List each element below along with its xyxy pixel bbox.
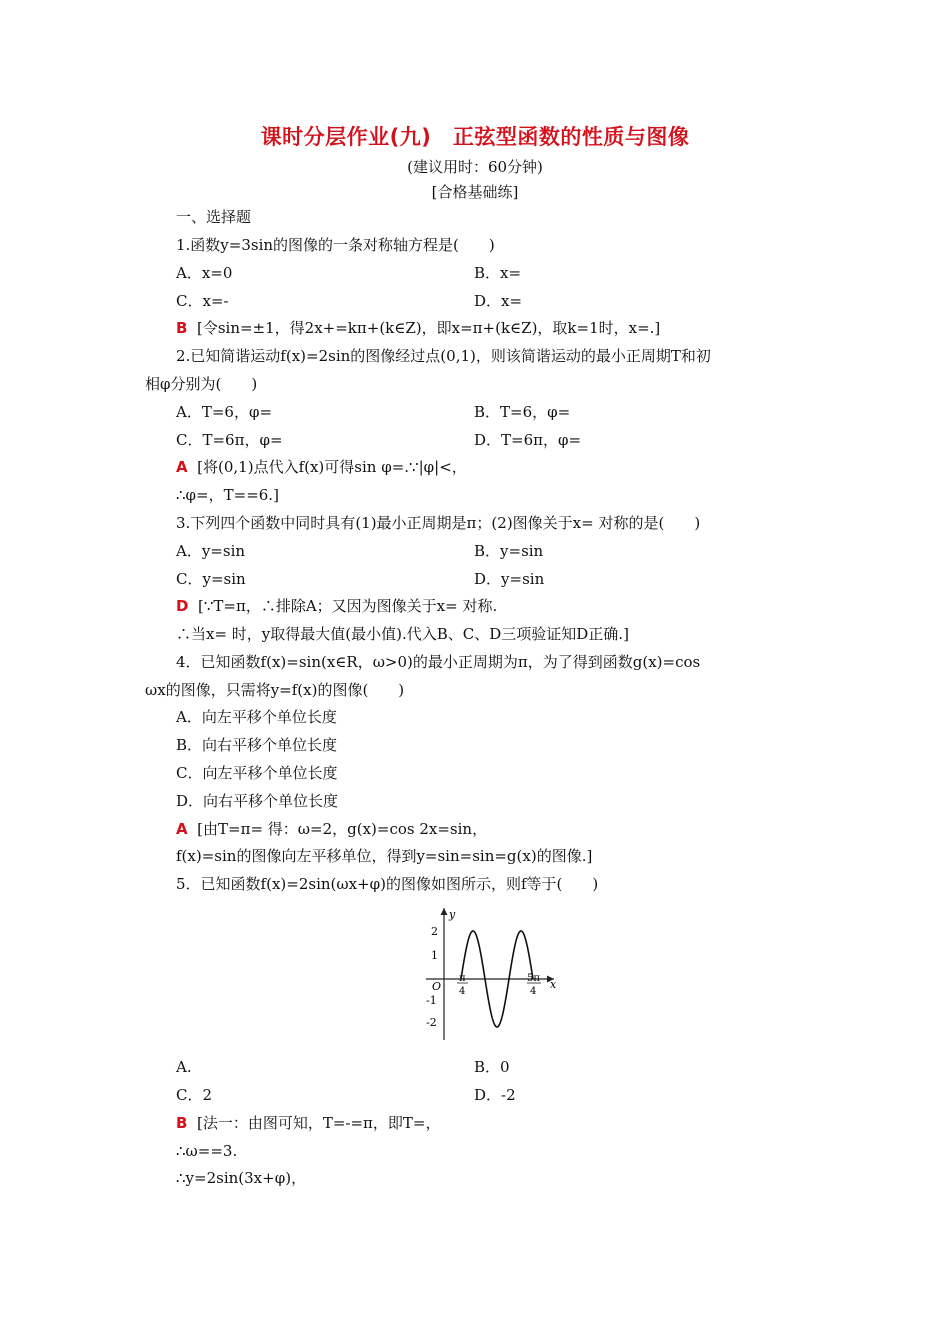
y-tick-2: 2 [431,925,438,938]
x-tick1-den: 4 [459,986,466,997]
x-tick2-den: 4 [530,986,537,997]
q2-stem-line2: 相φ分别为( ) [145,375,258,393]
q3-option-b: B．y=sin [474,542,544,560]
q1-solution: [令sin=±1，得2x+=kπ+(k∈Z)，即x=π+(k∈Z)，取k=1时，x=.] [196,319,661,337]
q1-stem: 1.函数y=3sin的图像的一条对称轴方程是( ) [176,236,495,254]
q5-option-d: D．-2 [474,1086,516,1104]
q4-stem-line2: ωx的图像，只需将y=f(x)的图像( ) [145,681,405,699]
x-tick1-num: π [459,973,466,984]
x-tick2-num: 5π [527,973,540,984]
y-tick-minus-2: -2 [426,1016,437,1029]
q1-answer: B [176,319,188,337]
q4-solution-line [176,819,487,839]
q5-solution-1: [法一：由图可知，T=-=π，即T=， [196,1114,441,1132]
q2-solution-1: [将(0,1)点代入f(x)可得sin φ=.∵|φ|<， [197,458,467,476]
time-note: (建议用时：60分钟) [407,158,543,176]
q4-solution-2: f(x)=sin的图像向左平移单位，得到y=sin=sin=g(x)的图像.] [176,847,593,865]
q2-solution-line [176,457,467,477]
q4-option-a: A．向左平移个单位长度 [176,708,337,726]
q3-solution-2: ∴当x= 时，y取得最大值(最小值).代入B、C、D三项验证知D正确.] [176,625,629,643]
q1-option-d: D．x= [474,292,523,310]
sine-graph [420,902,562,1044]
q2-option-a: A．T=6，φ= [176,403,273,421]
q5-solution-3: ∴y=2sin(3x+φ)， [176,1169,307,1187]
q3-option-a: A．y=sin [176,542,246,560]
q1-option-a: A．x=0 [176,264,233,282]
q2-answer: A [176,458,188,476]
q2-stem-line1: 2.已知简谐运动f(x)=2sin的图像经过点(0,1)，则该简谐运动的最小正周期T和初 [176,347,711,365]
y-axis-label: y [449,908,456,921]
q3-solution-line [176,596,497,616]
q3-option-d: D．y=sin [474,570,545,588]
q2-option-d: D．T=6π，φ= [474,431,582,449]
q4-option-b: B．向右平移个单位长度 [176,736,338,754]
q4-stem-line1: 4．已知函数f(x)=sin(x∈R，ω>0)的最小正周期为π，为了得到函数g(x)=cos [176,653,701,671]
q5-solution-2: ∴ω==3. [176,1142,238,1160]
q3-stem: 3.下列四个函数中同时具有(1)最小正周期是π；(2)图像关于x= 对称的是( ) [176,514,701,532]
x-axis-label: x [550,978,557,991]
part-heading: 一、选择题 [176,208,252,226]
q5-option-b: B．0 [474,1058,510,1076]
q5-stem: 5．已知函数f(x)=2sin(ωx+φ)的图像如图所示，则f等于( ) [176,875,599,893]
q5-solution-line [176,1113,440,1133]
q3-solution-1: [∵T=π，∴排除A；又因为图像关于x= 对称. [198,597,498,615]
y-tick-minus-1: -1 [426,994,437,1007]
q4-option-c: C．向左平移个单位长度 [176,764,338,782]
q5-option-a: A. [176,1058,192,1076]
q2-solution-2: ∴φ=，T==6.] [176,486,279,504]
q1-solution-line [176,318,660,338]
q5-answer: B [176,1114,188,1132]
q4-answer: A [176,820,188,838]
q3-answer: D [176,597,189,615]
section-label: [合格基础练] [431,183,519,201]
q2-option-c: C．T=6π，φ= [176,431,283,449]
origin-label: O [432,980,442,993]
q1-option-b: B．x= [474,264,522,282]
q4-option-d: D．向右平移个单位长度 [176,792,339,810]
q1-option-c: C．x=- [176,292,229,310]
q2-option-b: B．T=6，φ= [474,403,571,421]
q5-option-c: C．2 [176,1086,213,1104]
page-title: 课时分层作业(九) 正弦型函数的性质与图像 [260,125,690,149]
q3-option-c: C．y=sin [176,570,246,588]
q4-solution-1: [由T=π= 得：ω=2，g(x)=cos 2x=sin， [197,820,488,838]
y-tick-1: 1 [431,949,438,962]
